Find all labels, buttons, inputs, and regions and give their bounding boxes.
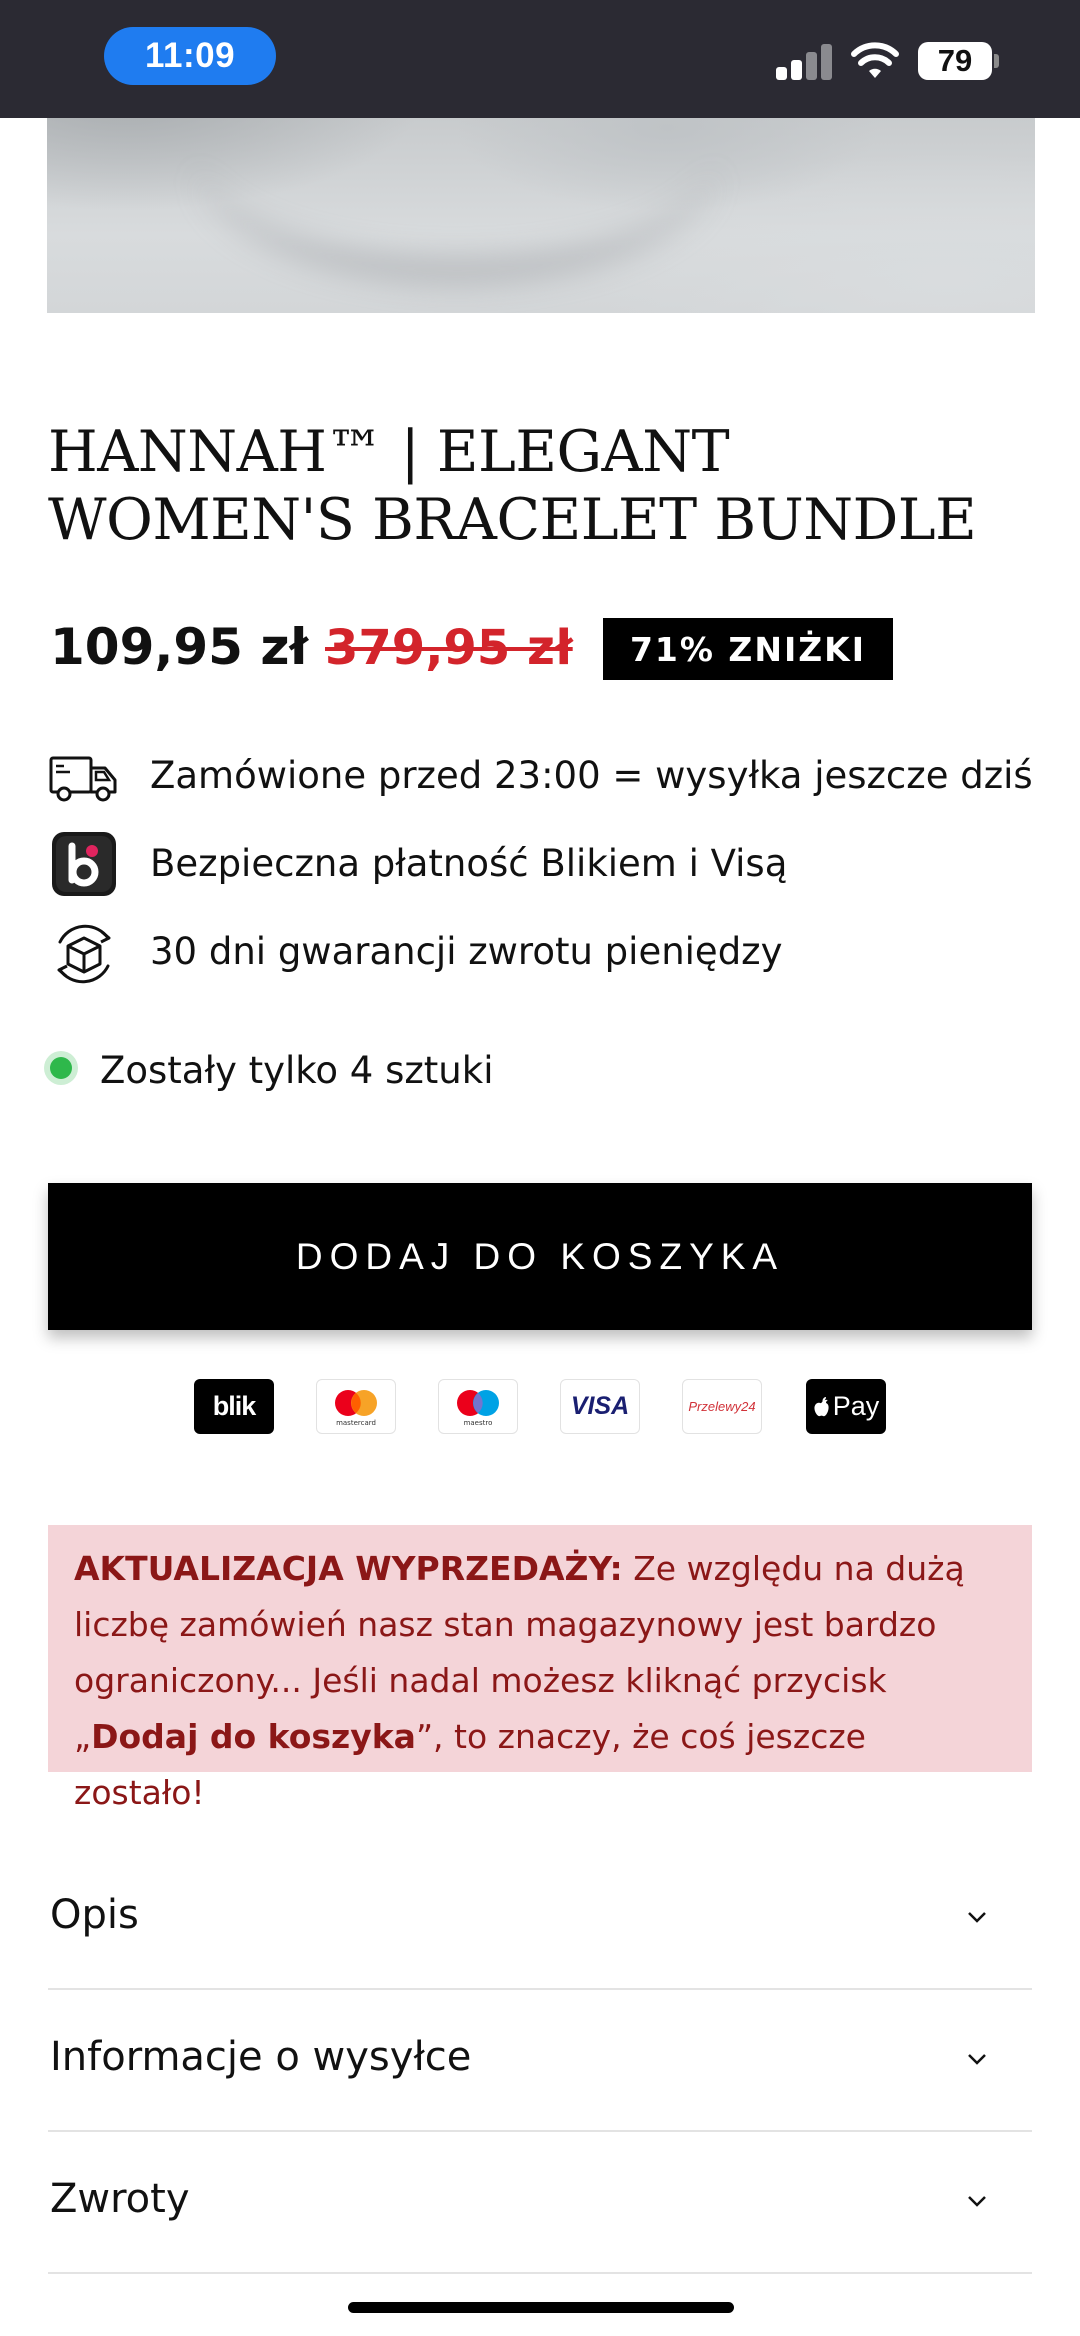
blik-payment-label: blik bbox=[212, 1391, 256, 1421]
maestro-circles bbox=[451, 1387, 505, 1419]
chevron-down-icon bbox=[966, 2048, 988, 2070]
stock-text: Zostały tylko 4 sztuki bbox=[100, 1049, 494, 1092]
accordion-returns[interactable] bbox=[48, 2132, 1032, 2274]
notice-text-2: ”, to znaczy, że coś jeszcze zostało! bbox=[74, 1717, 866, 1812]
chevron-down-icon bbox=[966, 2190, 988, 2212]
stock-dot-icon bbox=[50, 1057, 72, 1079]
discount-badge: 71% ZNIŻKI bbox=[603, 618, 893, 680]
mastercard-icon bbox=[316, 1379, 396, 1434]
przelewy24-label: Przelewy24 bbox=[688, 1399, 756, 1414]
feature-shipping bbox=[48, 738, 1048, 818]
feature-returns-text: 30 dni gwarancji zwrotu pieniędzy bbox=[150, 930, 783, 973]
feature-returns bbox=[48, 914, 1048, 994]
notice-heading: AKTUALIZACJA WYPRZEDAŻY: bbox=[74, 1549, 623, 1588]
battery-indicator: 79 bbox=[918, 42, 992, 80]
current-price: 109,95 zł bbox=[50, 618, 309, 676]
feature-shipping-text: Zamówione przed 23:00 = wysyłka jeszcze dziś bbox=[150, 754, 1033, 797]
add-to-cart-button[interactable]: DODAJ DO KOSZYKA bbox=[48, 1183, 1032, 1330]
mastercard-circles bbox=[329, 1387, 383, 1419]
apple-pay-icon bbox=[806, 1379, 886, 1434]
return-box-icon bbox=[48, 920, 120, 988]
apple-pay-label: Pay bbox=[832, 1391, 880, 1421]
maestro-icon bbox=[438, 1379, 518, 1434]
apple-logo-icon bbox=[813, 1396, 831, 1418]
fabric-fold bbox=[197, 118, 717, 284]
przelewy24-icon bbox=[682, 1379, 762, 1434]
accordion-shipping[interactable] bbox=[48, 1990, 1032, 2132]
accordion-description-label: Opis bbox=[50, 1892, 139, 1938]
sale-notice bbox=[48, 1525, 1032, 1812]
feature-payment bbox=[48, 826, 1048, 906]
home-indicator[interactable] bbox=[348, 2302, 734, 2313]
accordion-returns-label: Zwroty bbox=[50, 2176, 190, 2222]
wifi-icon bbox=[850, 40, 900, 82]
feature-payment-text: Bezpieczna płatność Blikiem i Visą bbox=[150, 842, 788, 885]
product-title: HANNAH™ | ELEGANT WOMEN'S BRACELET BUNDLE bbox=[48, 419, 977, 553]
battery-cap bbox=[994, 54, 999, 68]
product-image[interactable] bbox=[47, 118, 1035, 313]
chevron-down-icon bbox=[966, 1906, 988, 1928]
mastercard-label: mastercard bbox=[336, 1418, 376, 1427]
notice-text-1: Ze względu na dużą liczbę zamówień nasz stan magazynowy jest bardzo ograniczony... Jeśli nadal możesz kliknąć przycisk „ bbox=[74, 1549, 965, 1756]
status-bar bbox=[0, 0, 1080, 118]
notice-button-ref: Dodaj do koszyka bbox=[91, 1717, 416, 1756]
blik-payment-icon bbox=[194, 1379, 274, 1434]
original-price: 379,95 zł bbox=[325, 620, 573, 676]
visa-label: VISA bbox=[570, 1392, 630, 1420]
stock-indicator bbox=[48, 1049, 848, 1099]
blik-app-icon bbox=[48, 832, 120, 900]
status-time: 11:09 bbox=[104, 27, 276, 85]
price-row bbox=[50, 614, 1050, 684]
visa-icon bbox=[560, 1379, 640, 1434]
cellular-signal-icon bbox=[776, 44, 834, 80]
maestro-label: maestro bbox=[463, 1418, 493, 1427]
accordion-shipping-label: Informacje o wysyłce bbox=[50, 2034, 472, 2080]
accordion-description[interactable] bbox=[48, 1848, 1032, 1990]
delivery-truck-icon bbox=[48, 744, 120, 812]
